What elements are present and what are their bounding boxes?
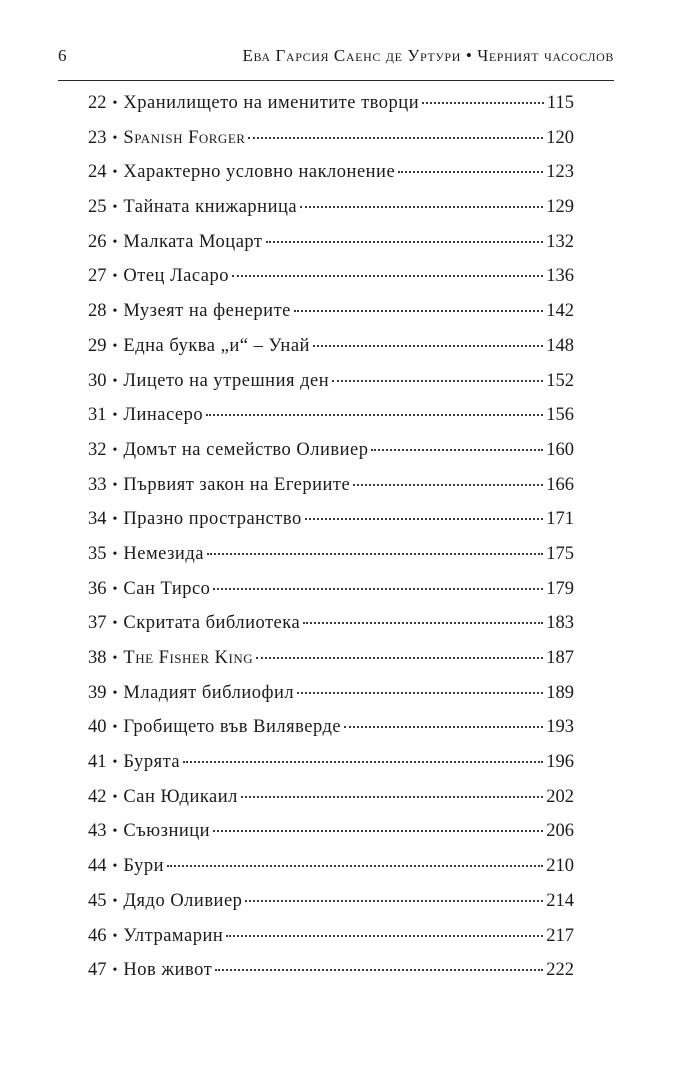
- chapter-page-number: 160: [546, 439, 574, 460]
- dot-leader: [215, 968, 543, 971]
- dot-leader: [206, 413, 543, 416]
- chapter-number: 37: [88, 613, 107, 634]
- toc-entry: [88, 329, 574, 364]
- toc-entry: [88, 190, 574, 225]
- chapter-title: The Fisher King: [123, 648, 254, 668]
- dot-leader: [371, 448, 543, 451]
- bullet-separator: •: [112, 165, 118, 181]
- dot-leader: [256, 656, 543, 659]
- dot-leader: [344, 725, 543, 728]
- toc-entry: [88, 919, 574, 954]
- dot-leader: [226, 934, 543, 937]
- bullet-separator: •: [112, 512, 118, 528]
- bullet-separator: •: [112, 893, 118, 909]
- bullet-separator: •: [112, 130, 118, 146]
- chapter-title: Една буква „и“ – Унай: [123, 335, 310, 356]
- chapter-page-number: 132: [546, 231, 574, 252]
- chapter-page-number: 196: [546, 752, 574, 773]
- chapter-title: Бурята: [123, 752, 181, 773]
- chapter-page-number: 179: [546, 578, 574, 599]
- dot-leader: [183, 760, 543, 763]
- chapter-page-number: 148: [546, 335, 574, 356]
- bullet-separator: •: [112, 200, 118, 216]
- chapter-page-number: 152: [546, 370, 574, 391]
- chapter-page-number: 206: [546, 821, 574, 842]
- bullet-separator: •: [112, 824, 118, 840]
- toc-entry: [88, 537, 574, 572]
- page-header: [58, 46, 614, 72]
- chapter-title: Характерно условно наклонение: [123, 162, 396, 183]
- bullet-separator: •: [112, 685, 118, 701]
- bullet-separator: •: [112, 616, 118, 632]
- toc-entry: [88, 676, 574, 711]
- dot-leader: [294, 309, 543, 312]
- chapter-title: Домът на семейство Оливиер: [123, 439, 369, 460]
- chapter-number: 44: [88, 856, 107, 877]
- chapter-number: 25: [88, 197, 107, 218]
- chapter-title: Празно пространство: [123, 509, 302, 530]
- chapter-title: Първият закон на Егериите: [123, 474, 351, 495]
- toc-entry: [88, 364, 574, 399]
- toc-entry: [88, 780, 574, 815]
- chapter-title: Нов живот: [123, 960, 213, 981]
- dot-leader: [241, 795, 543, 798]
- chapter-number: 24: [88, 162, 107, 183]
- chapter-number: 30: [88, 370, 107, 391]
- dot-leader: [245, 899, 543, 902]
- chapter-number: 46: [88, 925, 107, 946]
- toc-entry: [88, 884, 574, 919]
- dot-leader: [332, 379, 543, 382]
- toc-entry: [88, 225, 574, 260]
- dot-leader: [303, 621, 543, 624]
- chapter-page-number: 136: [546, 266, 574, 287]
- chapter-number: 39: [88, 682, 107, 703]
- chapter-number: 22: [88, 93, 107, 113]
- bullet-separator: •: [112, 304, 118, 320]
- chapter-title: Музеят на фенерите: [123, 301, 291, 322]
- bullet-separator: •: [112, 963, 118, 979]
- chapter-page-number: 183: [546, 613, 574, 634]
- dot-leader: [305, 517, 544, 520]
- dot-leader: [213, 829, 543, 832]
- chapter-number: 42: [88, 786, 107, 807]
- bullet-separator: •: [112, 96, 118, 111]
- chapter-title: Малката Моцарт: [123, 231, 263, 252]
- toc-entry: [88, 849, 574, 884]
- dot-leader: [398, 170, 543, 173]
- chapter-number: 27: [88, 266, 107, 287]
- chapter-number: 23: [88, 127, 107, 148]
- bullet-separator: •: [112, 477, 118, 493]
- chapter-title: Немезида: [123, 543, 204, 564]
- chapter-number: 33: [88, 474, 107, 495]
- running-title: Ева Гарсия Саенс де Уртури • Черният часослов: [242, 46, 614, 65]
- chapter-title: Сан Тирсо: [123, 578, 211, 599]
- chapter-title: Гробището във Виляверде: [123, 717, 342, 738]
- chapter-title: Съюзници: [123, 821, 211, 842]
- chapter-number: 31: [88, 405, 107, 426]
- chapter-number: 47: [88, 960, 107, 981]
- dot-leader: [422, 101, 544, 104]
- chapter-page-number: 129: [546, 197, 574, 218]
- chapter-page-number: 210: [546, 856, 574, 877]
- chapter-number: 29: [88, 335, 107, 356]
- chapter-title: Хранилището на именитите творци: [123, 93, 420, 113]
- chapter-number: 40: [88, 717, 107, 738]
- toc-entry: [88, 641, 574, 676]
- toc-entry: [88, 606, 574, 641]
- toc-entry: [88, 259, 574, 294]
- dot-leader: [266, 240, 544, 243]
- chapter-page-number: 171: [546, 509, 574, 530]
- chapter-page-number: 123: [546, 162, 574, 183]
- page-number: 6: [58, 46, 67, 65]
- chapter-page-number: 202: [546, 786, 574, 807]
- toc-entry: [88, 121, 574, 156]
- toc-entry: [88, 814, 574, 849]
- bullet-separator: •: [112, 928, 118, 944]
- bullet-separator: •: [112, 720, 118, 736]
- chapter-number: 43: [88, 821, 107, 842]
- chapter-number: 38: [88, 648, 107, 668]
- dot-leader: [232, 274, 543, 277]
- chapter-number: 41: [88, 752, 107, 773]
- bullet-separator: •: [112, 755, 118, 771]
- bullet-separator: •: [112, 269, 118, 285]
- chapter-page-number: 189: [546, 682, 574, 703]
- bullet-separator: •: [112, 408, 118, 424]
- header-rule: [58, 80, 614, 81]
- toc-entry: [88, 745, 574, 780]
- chapter-title: Младият библиофил: [123, 682, 295, 703]
- chapter-title: Скритата библиотека: [123, 613, 301, 634]
- chapter-title: Сан Юдикаил: [123, 786, 238, 807]
- toc-entry: [88, 502, 574, 537]
- toc-entry: [88, 86, 574, 121]
- bullet-separator: •: [112, 859, 118, 875]
- toc-entry: [88, 155, 574, 190]
- bullet-separator: •: [112, 581, 118, 597]
- chapter-page-number: 156: [546, 405, 574, 426]
- chapter-number: 35: [88, 543, 107, 564]
- dot-leader: [297, 691, 543, 694]
- dot-leader: [167, 864, 543, 867]
- toc-entry: [88, 710, 574, 745]
- chapter-page-number: 120: [546, 127, 574, 148]
- dot-leader: [207, 552, 543, 555]
- toc-entry: [88, 398, 574, 433]
- toc-entry: [88, 572, 574, 607]
- dot-leader: [300, 205, 543, 208]
- dot-leader: [313, 344, 543, 347]
- bullet-separator: •: [112, 338, 118, 354]
- chapter-page-number: 175: [546, 543, 574, 564]
- chapter-number: 36: [88, 578, 107, 599]
- bullet-separator: •: [112, 442, 118, 458]
- chapter-title: Spanish Forger: [123, 127, 246, 148]
- bullet-separator: •: [112, 373, 118, 389]
- chapter-number: 34: [88, 509, 107, 530]
- chapter-title: Дядо Оливиер: [123, 890, 243, 911]
- bullet-separator: •: [112, 789, 118, 805]
- toc-entry: [88, 294, 574, 329]
- chapter-page-number: 142: [546, 301, 574, 322]
- chapter-page-number: 214: [546, 890, 574, 911]
- chapter-title: Тайната книжарница: [123, 197, 298, 218]
- toc-entry: [88, 953, 574, 988]
- chapter-number: 32: [88, 439, 107, 460]
- bullet-separator: •: [112, 234, 118, 250]
- chapter-number: 26: [88, 231, 107, 252]
- toc-entry: [88, 433, 574, 468]
- chapter-page-number: 166: [546, 474, 574, 495]
- chapter-title: Ултрамарин: [123, 925, 224, 946]
- chapter-title: Линасеро: [123, 405, 204, 426]
- dot-leader: [248, 136, 543, 139]
- chapter-number: 45: [88, 890, 107, 911]
- toc-entry: [88, 468, 574, 503]
- table-of-contents: [88, 86, 574, 988]
- chapter-title: Бури: [123, 856, 164, 877]
- dot-leader: [213, 587, 543, 590]
- dot-leader: [353, 483, 543, 486]
- chapter-page-number: 222: [546, 960, 574, 981]
- chapter-title: Лицето на утрешния ден: [123, 370, 330, 391]
- bullet-separator: •: [112, 546, 118, 562]
- chapter-page-number: 217: [546, 925, 574, 946]
- chapter-page-number: 193: [546, 717, 574, 738]
- bullet-separator: •: [112, 651, 118, 666]
- chapter-page-number: 115: [546, 93, 574, 113]
- chapter-page-number: 187: [546, 648, 574, 668]
- chapter-number: 28: [88, 301, 107, 322]
- chapter-title: Отец Ласаро: [123, 266, 229, 287]
